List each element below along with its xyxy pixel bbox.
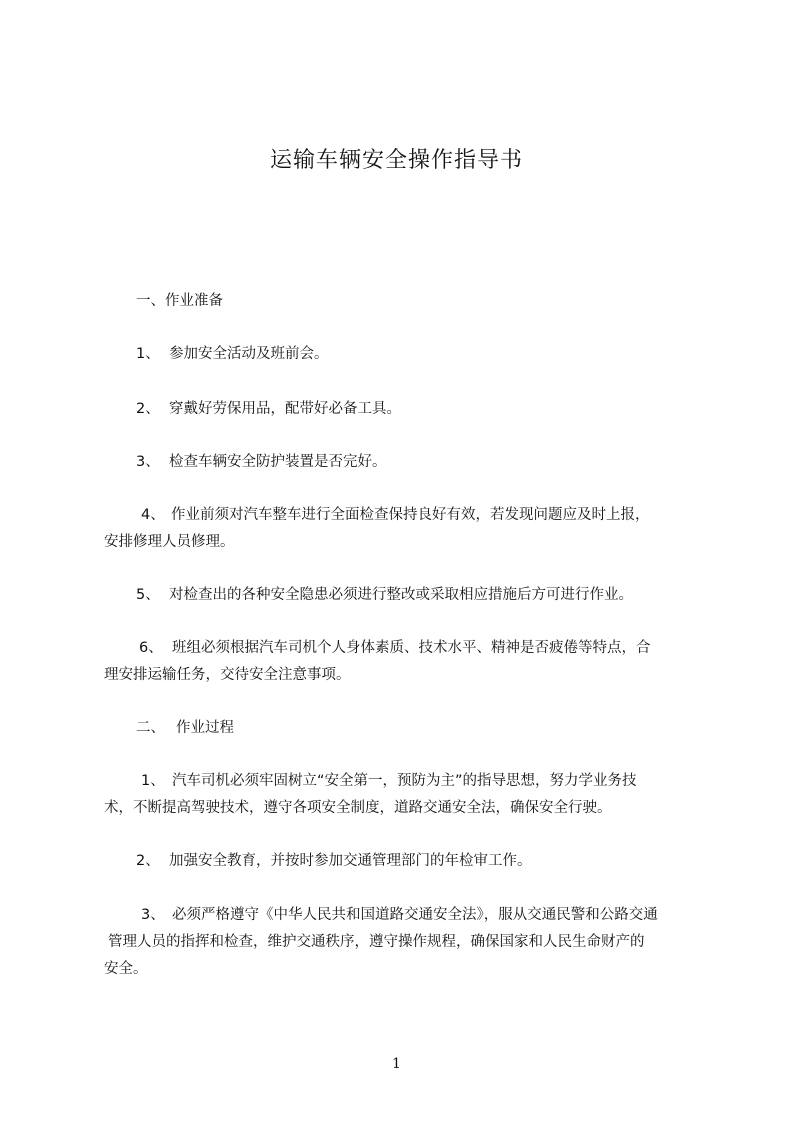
section-heading-text: 作业过程 xyxy=(176,720,234,736)
item-text: 加强安全教育，并按时参加交通管理部门的年检审工作。 xyxy=(169,853,532,869)
item-number: 1、 xyxy=(136,346,160,362)
list-item xyxy=(136,851,532,871)
list-item xyxy=(136,344,329,364)
list-item xyxy=(141,905,658,925)
item-number: 6、 xyxy=(139,640,163,656)
section-heading-process xyxy=(136,718,234,738)
item-continuation: 安排修理人员修理。 xyxy=(104,534,235,550)
section-number: 二、 xyxy=(136,720,165,736)
item-text: 穿戴好劳保用品，配带好必备工具。 xyxy=(169,401,401,417)
item-number: 3、 xyxy=(141,907,165,923)
item-text: 检查车辆安全防护装置是否完好。 xyxy=(169,454,387,470)
item-number: 2、 xyxy=(136,853,160,869)
item-text: 必须严格遵守《中华人民共和国道路交通安全法》，服从交通民警和公路交通 xyxy=(172,907,658,923)
list-item xyxy=(136,399,401,419)
item-text: 参加安全活动及班前会。 xyxy=(169,346,329,362)
item-number: 1、 xyxy=(141,773,165,789)
item-text: 汽车司机必须牢固树立“安全第一，预防为主”的指导思想，努力学业务技 xyxy=(172,773,637,789)
item-number: 3、 xyxy=(136,454,160,470)
item-text: 作业前须对汽车整车进行全面检查保持良好有效，若发现问题应及时上报， xyxy=(171,507,650,523)
list-item xyxy=(141,771,637,791)
item-number: 2、 xyxy=(136,401,160,417)
list-item xyxy=(136,585,633,605)
item-continuation: 术，不断提高驾驶技术，遵守各项安全制度，道路交通安全法，确保安全行驶。 xyxy=(104,800,612,816)
item-number: 5、 xyxy=(136,587,160,603)
list-item xyxy=(141,505,650,525)
item-continuation: 理安排运输任务，交待安全注意事项。 xyxy=(104,667,351,683)
item-text: 对检查出的各种安全隐患必须进行整改或采取相应措施后方可进行作业。 xyxy=(169,587,633,603)
list-item xyxy=(136,452,387,472)
document-title: 运输车辆安全操作指导书 xyxy=(269,148,523,173)
item-continuation: 管理人员的指挥和检查，维护交通秩序，遵守操作规程，确保国家和人民生命财产的 xyxy=(108,934,645,950)
item-number: 4、 xyxy=(141,507,165,523)
item-text: 班组必须根据汽车司机个人身体素质、技术水平、精神是否疲倦等特点，合 xyxy=(172,640,651,656)
list-item xyxy=(139,638,651,658)
section-heading-preparation: 一、作业准备 xyxy=(136,293,223,309)
item-continuation: 安全。 xyxy=(104,961,148,977)
page-number: 1 xyxy=(392,1056,401,1072)
